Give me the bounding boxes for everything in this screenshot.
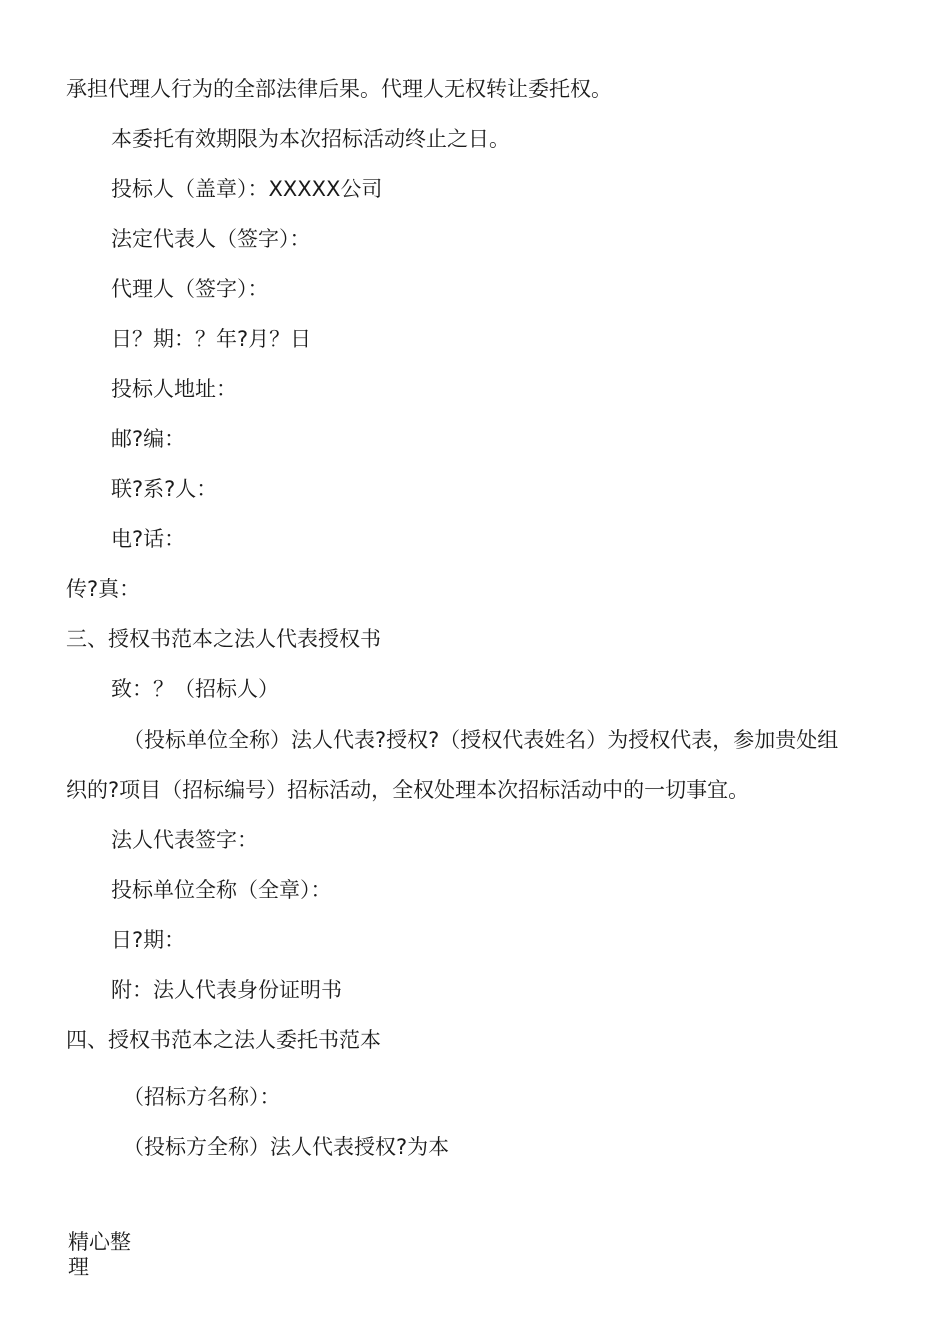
section-heading: 四、授权书范本之法人委托书范本	[66, 1028, 381, 1052]
text-line: 承担代理人行为的全部法律后果。代理人无权转让委托权。	[66, 77, 612, 101]
text-line: 联?系?人：	[111, 477, 218, 501]
text-line: 日?期：	[111, 928, 186, 952]
text-line: 投标人（盖章）：XXXXX公司	[111, 177, 383, 201]
text-line: 法定代表人（签字）：	[111, 227, 311, 251]
text-line: 投标人地址：	[111, 377, 237, 401]
text-line: 附：法人代表身份证明书	[111, 978, 342, 1002]
section-heading: 三、授权书范本之法人代表授权书	[66, 627, 381, 651]
text-line: 投标单位全称（全章）：	[111, 878, 332, 902]
text-line: 传?真：	[66, 577, 141, 601]
text-line: （投标方全称）法人代表授权?为本	[123, 1135, 450, 1159]
text-line: 日？期：？年?月？日	[111, 327, 312, 351]
page-footer: 精心整理	[68, 1230, 131, 1279]
text-line: 织的?项目（招标编号）招标活动，全权处理本次招标活动中的一切事宜。	[66, 778, 750, 802]
text-line: 代理人（签字）：	[111, 277, 269, 301]
text-line: 致：？（招标人）	[111, 677, 279, 701]
text-line: 邮?编：	[111, 427, 186, 451]
text-line: 法人代表签字：	[111, 828, 258, 852]
text-line: 本委托有效期限为本次招标活动终止之日。	[111, 127, 510, 151]
text-line: （招标方名称）：	[123, 1085, 281, 1109]
text-line: （投标单位全称）法人代表?授权?（授权代表姓名）为授权代表，参加贵处组	[123, 728, 839, 752]
text-line: 电?话：	[111, 527, 186, 551]
